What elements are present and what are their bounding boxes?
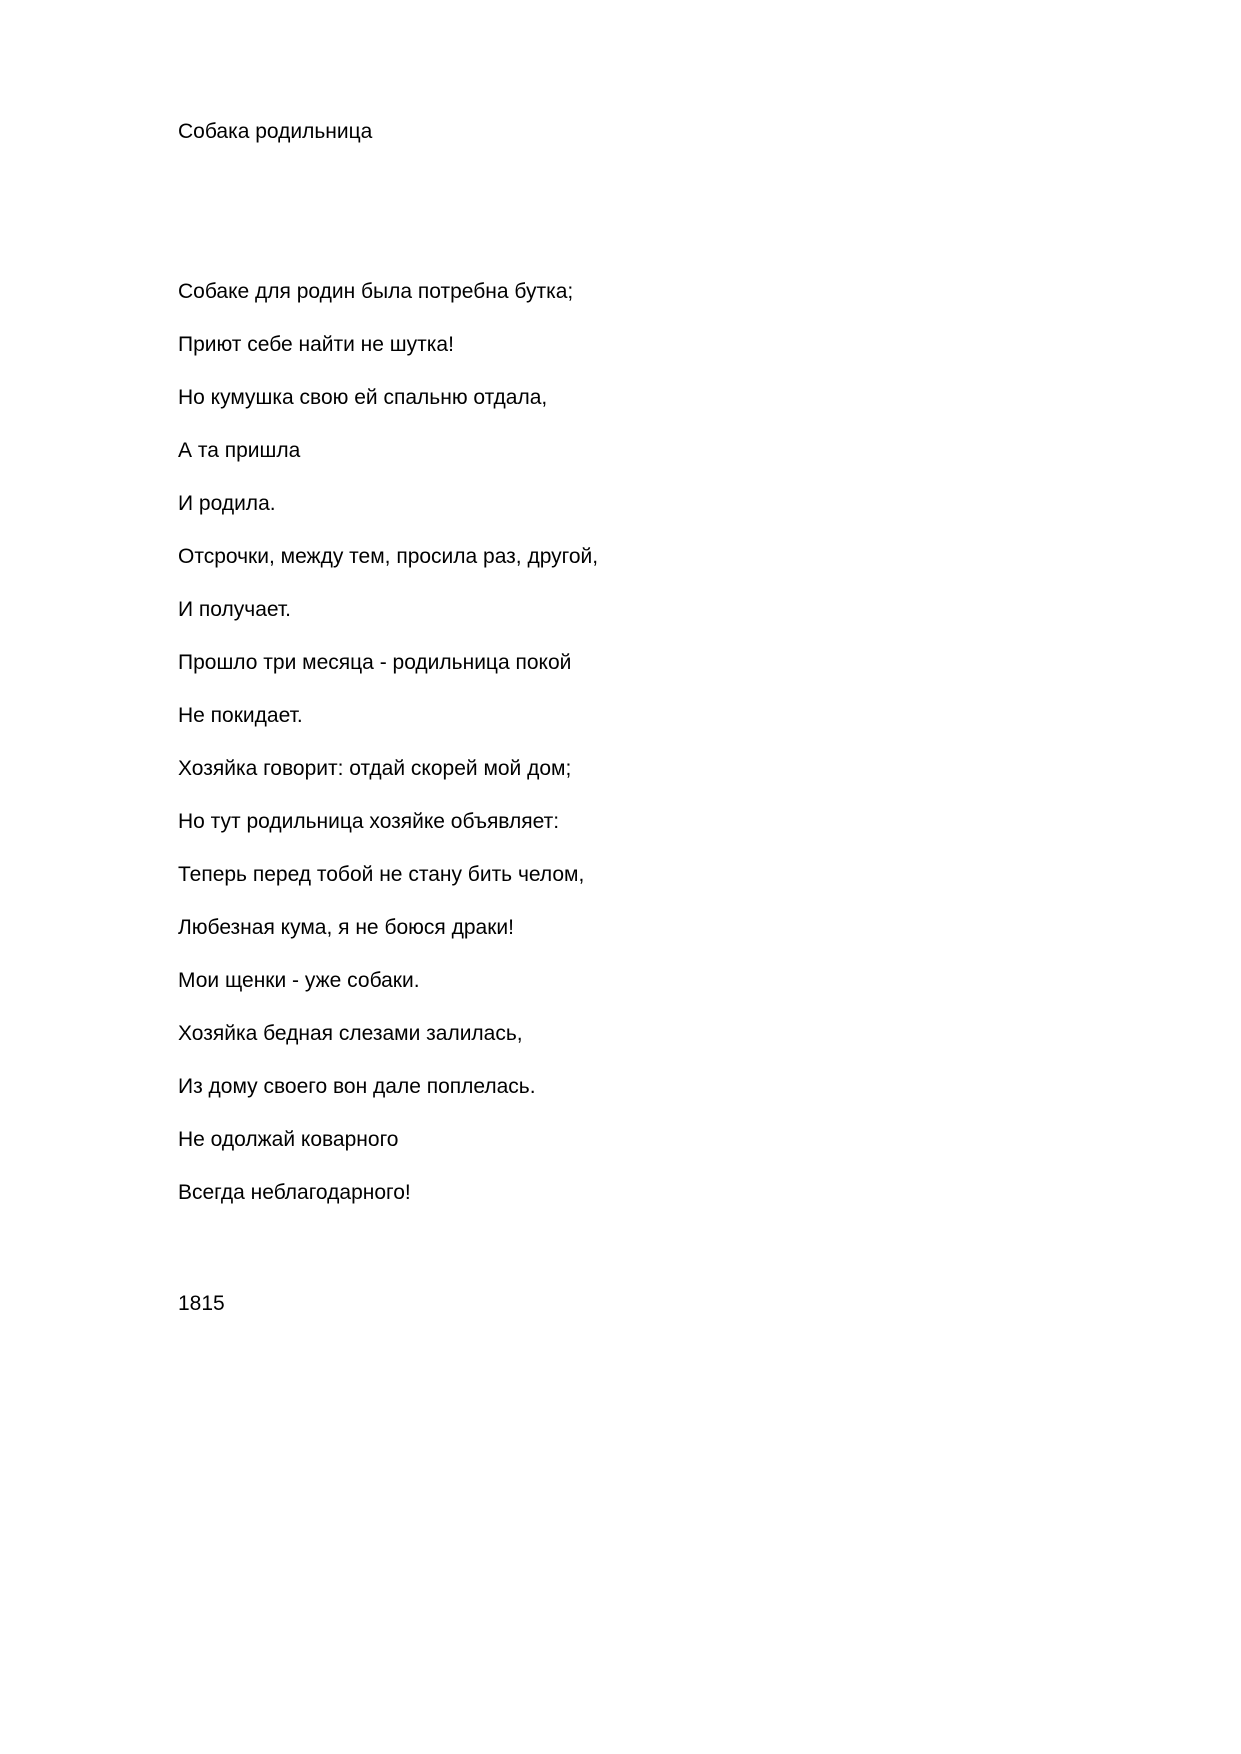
poem-body [178,278,598,1232]
poem-line: Не покидает. [178,704,303,727]
poem-line: Из дому своего вон дале поплелась. [178,1075,536,1098]
poem-line: Теперь перед тобой не стану бить челом, [178,863,585,886]
poem-line: Прошло три месяца - родильница покой [178,651,572,674]
poem-line: Собаке для родин была потребна бутка; [178,280,574,303]
poem-line: Всегда неблагодарного! [178,1181,411,1204]
poem-title: Собака родильница [178,120,373,143]
poem-line: Но тут родильница хозяйке объявляет: [178,810,560,833]
poem-line: Приют себе найти не шутка! [178,333,454,356]
poem-line: Любезная кума, я не боюся драки! [178,916,514,939]
poem-line: Хозяйка бедная слезами залилась, [178,1022,523,1045]
poem-line: И родила. [178,492,276,515]
poem-line: Хозяйка говорит: отдай скорей мой дом; [178,757,572,780]
poem-line: А та пришла [178,439,301,462]
poem-line: Мои щенки - уже собаки. [178,969,420,992]
poem-line: Отсрочки, между тем, просила раз, другой, [178,545,599,568]
poem-line: Не одолжай коварного [178,1128,399,1151]
poem-year: 1815 [178,1292,225,1315]
poem-line: И получает. [178,598,291,621]
poem-line: Но кумушка свою ей спальню отдала, [178,386,548,409]
